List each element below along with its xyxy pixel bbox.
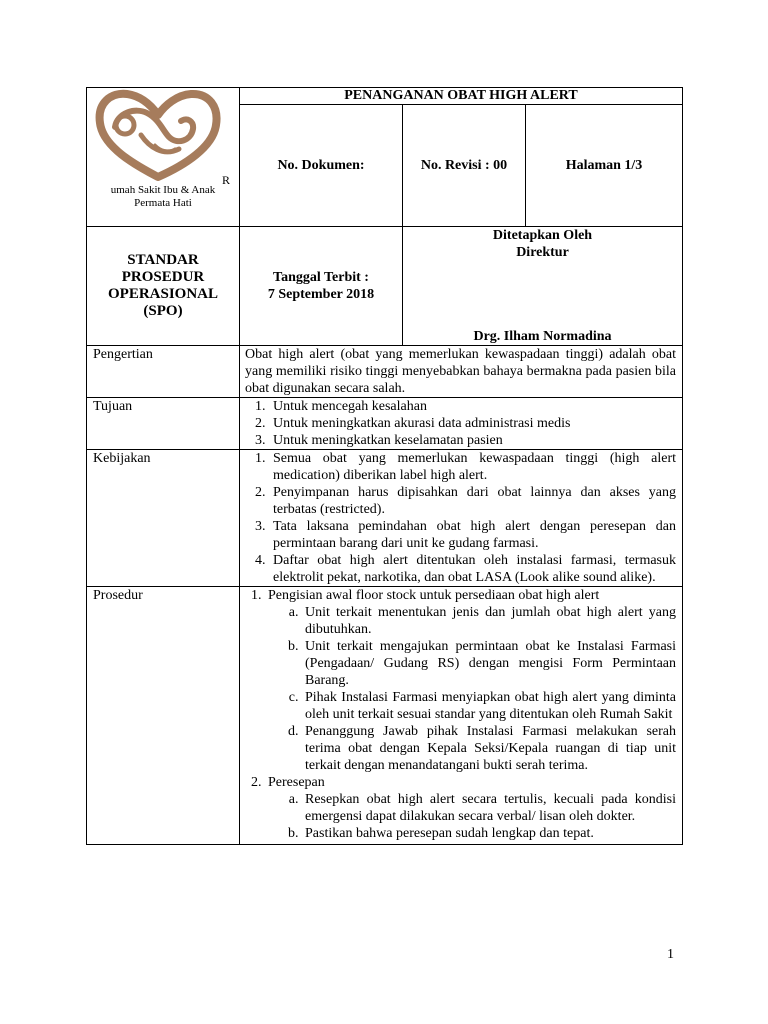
list-item: a. Resepkan obat high alert secara tertulis, kecuali pada kondisi emergensi dapat dilakukan secara verbal/ lisan oleh dokter.: [302, 791, 676, 825]
step-title: Pengisian awal floor stock untuk persediaan obat high alert: [268, 588, 600, 603]
prosedur-list: [245, 587, 676, 842]
kebijakan-label: Kebijakan: [87, 450, 240, 587]
list-item: b. Pastikan bahwa peresepan sudah lengkap dan tepat.: [302, 825, 676, 842]
no-dokumen-cell: No. Dokumen:: [240, 105, 403, 227]
prosedur-label: Prosedur: [87, 587, 240, 845]
logo-cell: [87, 88, 240, 227]
tujuan-list: [245, 398, 676, 449]
ditetapkan-oleh: Ditetapkan Oleh Direktur Drg. Ilham Normadina: [403, 227, 683, 346]
list-item: 2. Untuk meningkatkan akurasi data administrasi medis: [269, 415, 676, 432]
list-item: 4. Daftar obat high alert ditentukan oleh instalasi farmasi, termasuk elektrolit pekat, narkotika, dan obat LASA (Look alike sound alike).: [269, 552, 676, 586]
step-substeps: [268, 791, 676, 842]
list-item: a. Unit terkait menentukan jenis dan jumlah obat high alert yang dibutuhkan.: [302, 604, 676, 638]
pengertian-text: Obat high alert (obat yang memerlukan kewaspadaan tinggi) adalah obat yang memiliki risiko tinggi menyebabkan bahaya bermakna pada pasien bila obat digunakan secara salah.: [240, 346, 683, 398]
list-item: 3. Tata laksana pemindahan obat high alert dengan peresepan dan permintaan barang dari unit ke gudang farmasi.: [269, 518, 676, 552]
no-revisi-cell: No. Revisi : 00: [403, 105, 526, 227]
tujuan-content: [240, 398, 683, 450]
step-substeps: [268, 604, 676, 774]
pengertian-label: Pengertian: [87, 346, 240, 398]
step-title: Peresepan: [268, 775, 325, 790]
hospital-name: umah Sakit Ibu & Anak Permata Hati: [110, 184, 216, 209]
list-item: 3. Untuk meningkatkan keselamatan pasien: [269, 432, 676, 449]
list-item: c. Pihak Instalasi Farmasi menyiapkan obat high alert yang diminta oleh unit terkait sesuai standar yang ditentukan oleh Rumah Sakit: [302, 689, 676, 723]
list-item: 1. Untuk mencegah kesalahan: [269, 398, 676, 415]
prosedur-step: [265, 587, 676, 774]
list-item: b. Unit terkait mengajukan permintaan obat ke Instalasi Farmasi (Pengadaan/ Gudang RS) dengan mengisi Form Permintaan Barang.: [302, 638, 676, 689]
list-item: d. Penanggung Jawab pihak Instalasi Farmasi melakukan serah terima obat dengan Kepala Seksi/Kepala ruangan di tiap unit terkait dengan menandatangani bukti serah terima.: [302, 723, 676, 774]
spo-label: STANDAR PROSEDUR OPERASIONAL (SPO): [87, 227, 240, 346]
document-title: PENANGANAN OBAT HIGH ALERT: [240, 88, 683, 105]
prosedur-step: [265, 774, 676, 842]
list-item: 1. Semua obat yang memerlukan kewaspadaan tinggi (high alert medication) diberikan label high alert.: [269, 450, 676, 484]
tanggal-terbit: Tanggal Terbit : 7 September 2018: [240, 227, 403, 346]
halaman-cell: Halaman 1/3: [526, 105, 683, 227]
tujuan-label: Tujuan: [87, 398, 240, 450]
kebijakan-list: [245, 450, 676, 586]
kebijakan-content: [240, 450, 683, 587]
list-item: 2. Penyimpanan harus dipisahkan dari obat lainnya dan akses yang terbatas (restricted).: [269, 484, 676, 518]
prosedur-content: [240, 587, 683, 845]
trademark-mark: R: [222, 173, 231, 187]
page-number: 1: [667, 947, 674, 962]
spo-document-table: [86, 87, 683, 845]
hospital-logo-icon: [95, 89, 221, 181]
signatory-name: Drg. Ilham Normadina: [473, 329, 612, 344]
